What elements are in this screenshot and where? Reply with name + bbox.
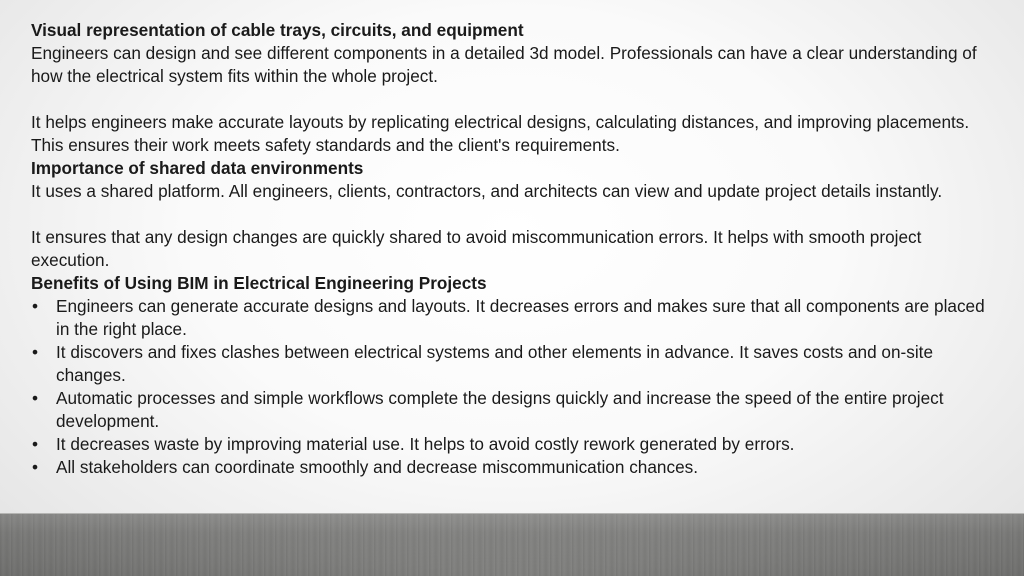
paragraph-3d-model: Engineers can design and see different components in a detailed 3d model. Professionals can have a clear understanding of how the electrical system fits within the whole project.	[31, 43, 977, 86]
paragraph-design-changes: It ensures that any design changes are quickly shared to avoid miscommunication errors. It helps with smooth project execution.	[31, 227, 922, 270]
bullet-dot-icon: •	[32, 457, 39, 477]
bullet-text: It decreases waste by improving material use. It helps to avoid costly rework generated by errors.	[56, 434, 795, 454]
paragraph-spacer	[31, 88, 996, 111]
section-heading-visual-representation: Visual representation of cable trays, circuits, and equipment	[31, 20, 524, 40]
paragraph-accurate-layouts: It helps engineers make accurate layouts by replicating electrical designs, calculating distances, and improving placements. This ensures their work meets safety standards and the client's requirements.	[31, 112, 970, 155]
bullet-dot-icon: •	[32, 388, 39, 408]
bullet-item	[31, 433, 996, 456]
bullet-item	[31, 456, 996, 479]
bullet-dot-icon: •	[32, 434, 39, 454]
bullet-dot-icon: •	[32, 342, 39, 362]
section-heading-bim-benefits: Benefits of Using BIM in Electrical Engineering Projects	[31, 273, 487, 293]
bullet-text: Automatic processes and simple workflows complete the designs quickly and increase the speed of the entire project development.	[56, 388, 944, 431]
bullet-item	[31, 387, 996, 433]
bullet-text: It discovers and fixes clashes between electrical systems and other elements in advance. It saves costs and on-site changes.	[56, 342, 933, 385]
slide-text-body	[31, 19, 996, 479]
paragraph-shared-platform: It uses a shared platform. All engineers, clients, contractors, and architects can view and update project details instantly.	[31, 181, 943, 201]
paragraph-spacer	[31, 203, 996, 226]
floor-vignette	[0, 514, 1024, 576]
benefits-bullet-list	[31, 295, 996, 479]
section-heading-shared-data: Importance of shared data environments	[31, 158, 364, 178]
bullet-text: Engineers can generate accurate designs and layouts. It decreases errors and makes sure that all components are placed in the right place.	[56, 296, 985, 339]
bullet-item	[31, 295, 996, 341]
bullet-dot-icon: •	[32, 296, 39, 316]
bullet-text: All stakeholders can coordinate smoothly and decrease miscommunication chances.	[56, 457, 698, 477]
bullet-item	[31, 341, 996, 387]
